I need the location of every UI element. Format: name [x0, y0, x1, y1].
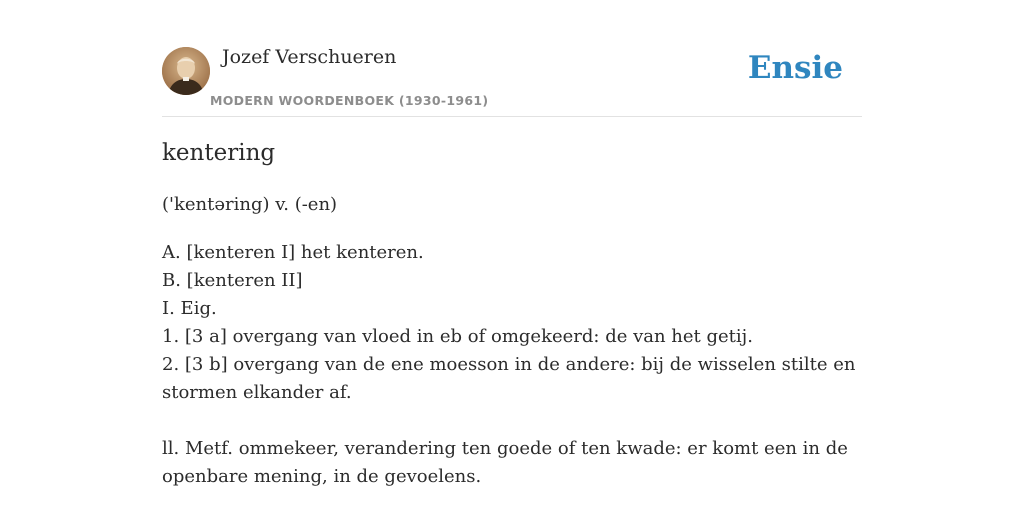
- definition-line: I. Eig.: [162, 298, 217, 319]
- definition-spacer: [162, 407, 852, 435]
- entry-term: kentering: [162, 140, 276, 166]
- entry-definition: [162, 239, 856, 491]
- definition-line: 2. [3 b] overgang van de ene moesson in de andere: bij de wisselen stilte en: [162, 354, 856, 375]
- definition-line: 1. [3 a] overgang van vloed in eb of omgekeerd: de van het getij.: [162, 326, 753, 347]
- entry-header: [162, 0, 862, 117]
- entry-card: [162, 0, 862, 512]
- author-name[interactable]: Jozef Verschueren: [222, 46, 397, 68]
- definition-line: B. [kenteren II]: [162, 270, 303, 291]
- author-portrait-icon: [162, 47, 210, 95]
- definition-line: openbare mening, in de gevoelens.: [162, 466, 482, 487]
- source-title[interactable]: MODERN WOORDENBOEK (1930-1961): [210, 93, 489, 108]
- definition-line: stormen elkander af.: [162, 382, 352, 403]
- entry-pronunciation: ('kentəring) v. (-en): [162, 194, 338, 215]
- author-avatar[interactable]: [162, 47, 210, 95]
- definition-line: A. [kenteren I] het kenteren.: [162, 242, 424, 263]
- definition-line: ll. Metf. ommekeer, verandering ten goede of ten kwade: er komt een in de: [162, 438, 848, 459]
- brand-logo[interactable]: Ensie: [747, 50, 843, 86]
